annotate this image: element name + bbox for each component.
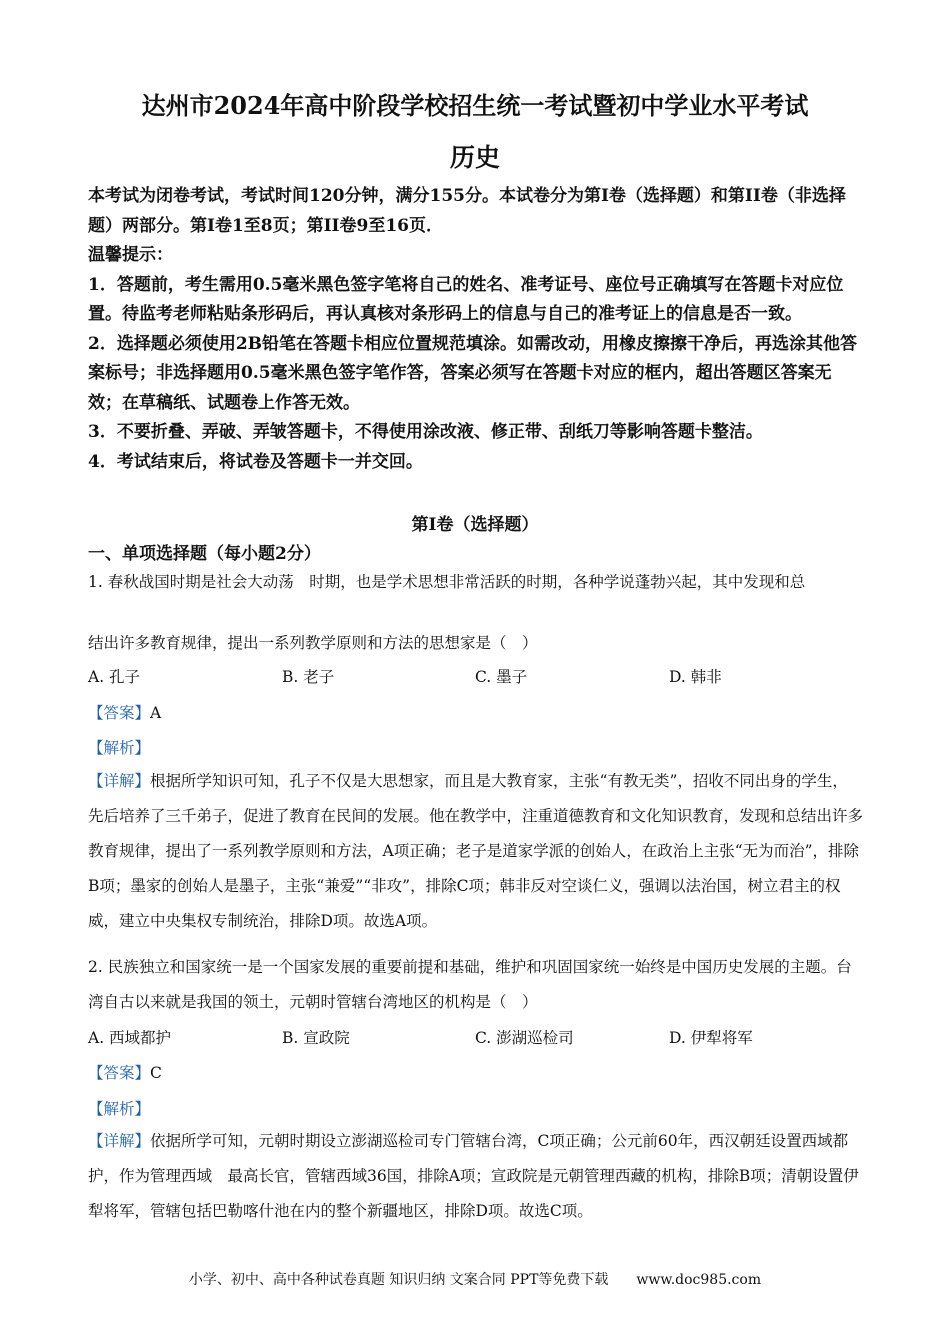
question-1-detail bbox=[88, 764, 863, 939]
detail-tag: 【详解】 bbox=[88, 1132, 151, 1150]
question-1-stem-line1: 1. 春秋战国时期是社会大动荡 时期，也是学术思想非常活跃的时期，各种学说蓬勃兴起，其中发现和总 bbox=[88, 573, 806, 591]
option-a: A. 西域都护 bbox=[88, 1029, 172, 1047]
exam-title: 达州市2024年高中阶段学校招生统一考试暨初中学业水平考试 bbox=[141, 91, 809, 120]
tip-item: 4．考试结束后，将试卷及答题卡一并交回。 bbox=[88, 451, 423, 472]
intro-text: 本考试为闭卷考试，考试时间120分钟，满分155分。本试卷分为第I卷（选择题）和第II卷（非选择题）两部分。第I卷1至8页；第II卷9至16页． bbox=[88, 186, 846, 236]
tips-heading: 温馨提示： bbox=[88, 245, 173, 265]
detail-text: 根据所学知识可知，孔子不仅是大思想家，而且是大教育家，主张“有教无类”，招收不同出身的学生，先后培养了三千弟子，促进了教育在民间的发展。他在教学中，注重道德教育和文化知识教育，发现和总结出许多教育规律，提出了一系列教学原则和方法，A项正确；老子是道家学派的创始人，在政治上主张“无为而治”，排除B项；墨家的创始人是墨子，主张“兼爱”“非攻”，排除C项；韩非反对空谈仁义，强调以法治国，树立君主的权威，建立中央集权专制统治，排除D项。故选A项。 bbox=[88, 772, 864, 930]
answer-tag: 【答案】 bbox=[88, 704, 151, 722]
answer-value: A bbox=[150, 704, 162, 722]
question-1-stem-line2: 结出许多教育规律，提出一系列教学原则和方法的思想家是（ ） bbox=[88, 634, 538, 652]
subject-title: 历史 bbox=[449, 143, 500, 172]
question-2-detail bbox=[88, 1124, 863, 1229]
page-footer: 小学、初中、高中各种试卷真题 知识归纳 文案合同 PPT等免费下载 www.doc985.com bbox=[188, 1272, 762, 1288]
answer-tag: 【答案】 bbox=[88, 1064, 151, 1082]
option-a: A. 孔子 bbox=[88, 668, 141, 686]
question-2-stem: 2. 民族独立和国家统一是一个国家发展的重要前提和基础，维护和巩固国家统一始终是中国历史发展的主题。台湾自古以来就是我国的领土，元朝时管辖台湾地区的机构是（ ） bbox=[88, 958, 852, 1011]
detail-tag: 【详解】 bbox=[88, 772, 151, 790]
question-2-answer bbox=[88, 1061, 162, 1083]
exam-instructions bbox=[88, 182, 863, 477]
option-d: D. 伊犁将军 bbox=[669, 1029, 753, 1047]
question-1-answer bbox=[88, 701, 161, 723]
tip-item: 3．不要折叠、弄破、弄皱答题卡，不得使用涂改液、修正带、刮纸刀等影响答题卡整洁。 bbox=[88, 422, 763, 442]
detail-text: 依据所学可知，元朝时期设立澎湖巡检司专门管辖台湾，C项正确；公元前60年，西汉朝廷设置西域都护，作为管理西域 最高长官，管辖西域36国，排除A项；宣政院是元朝管理西藏的机构，排除B项；清朝设置伊犁将军，管辖包括巴勒喀什池在内的整个新疆地区，排除D项。故选C项。 bbox=[88, 1132, 859, 1220]
tip-item: 1．答题前，考生需用0.5毫米黑色签字笔将自己的姓名、准考证号、座位号正确填写在答题卡对应位置。待监考老师粘贴条形码后，再认真核对条形码上的信息与自己的准考证上的信息是否一致。 bbox=[88, 274, 844, 324]
question-1-options bbox=[88, 665, 863, 689]
option-d: D. 韩非 bbox=[669, 668, 722, 686]
question-1-analysis-tag: 【解析】 bbox=[88, 739, 151, 757]
option-b: B. 宣政院 bbox=[282, 1029, 350, 1047]
option-b: B. 老子 bbox=[282, 668, 335, 686]
option-c: C. 澎湖巡检司 bbox=[475, 1029, 574, 1047]
option-c: C. 墨子 bbox=[475, 668, 528, 686]
question-2-analysis-tag: 【解析】 bbox=[88, 1100, 151, 1118]
tip-item: 2．选择题必须使用2B铅笔在答题卡相应位置规范填涂。如需改动，用橡皮擦擦干净后，再选涂其他答案标号；非选择题用0.5毫米黑色签字笔作答，答案必须写在答题卡对应的框内，超出答题区答案无效；在草稿纸、试题卷上作答无效。 bbox=[88, 333, 858, 413]
question-2-options bbox=[88, 1026, 863, 1050]
volume-heading: 第Ⅰ卷（选择题） bbox=[411, 515, 539, 535]
section-heading: 一、单项选择题（每小题2分） bbox=[88, 544, 321, 564]
answer-value: C bbox=[150, 1064, 162, 1082]
